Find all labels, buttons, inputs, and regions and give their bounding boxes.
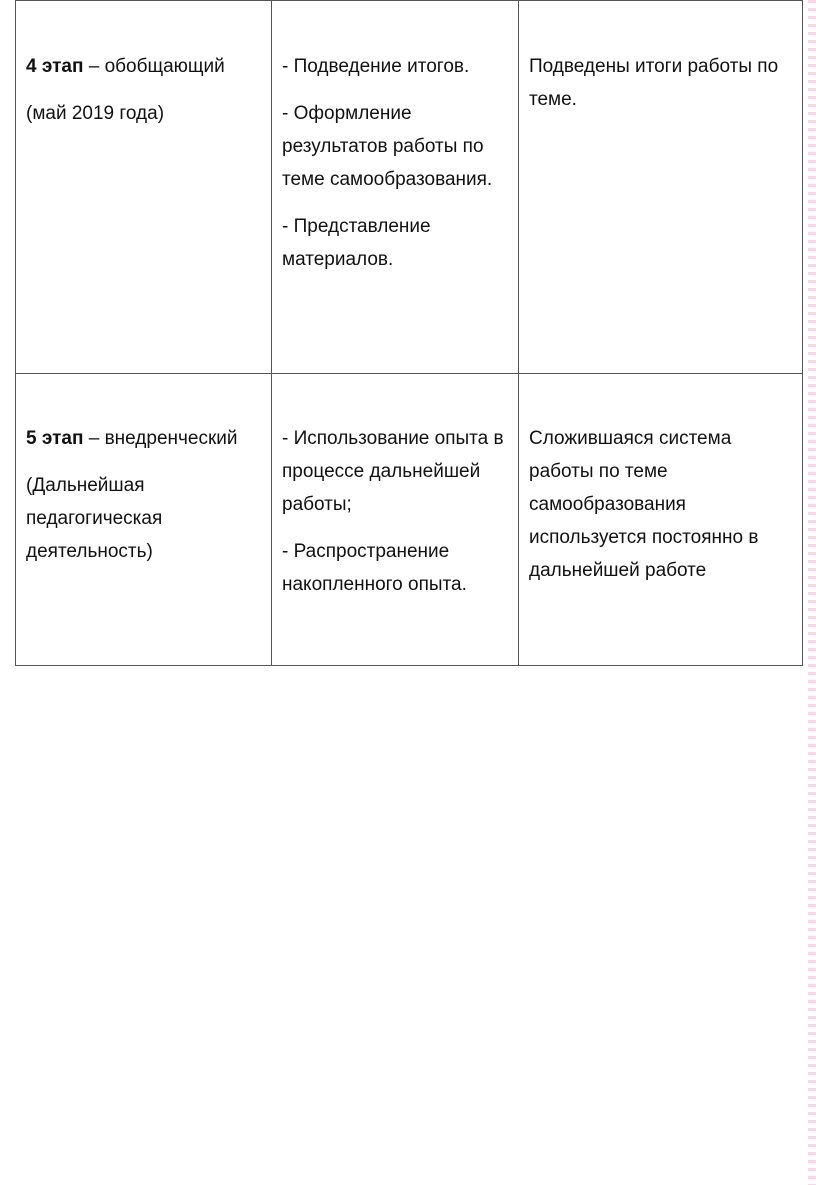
stage-note: (Дальнейшая педагогическая деятельность) bbox=[26, 475, 163, 562]
result-cell bbox=[519, 1, 803, 374]
result-cell bbox=[519, 374, 803, 666]
result-text: Сложившаяся система работы по теме самообразования используется постоянно в дальнейшей работе bbox=[529, 428, 759, 581]
table-row bbox=[16, 374, 803, 666]
actions-cell bbox=[272, 374, 519, 666]
page-edge-decoration bbox=[808, 0, 816, 1185]
table-row bbox=[16, 1, 803, 374]
action-item: - Представление материалов. bbox=[282, 216, 431, 270]
self-education-plan-table bbox=[15, 0, 803, 666]
stage-name: внедренческий bbox=[104, 428, 238, 449]
action-item: - Распространение накопленного опыта. bbox=[282, 541, 467, 595]
stage-cell bbox=[16, 1, 272, 374]
stage-number: 5 этап bbox=[26, 428, 84, 449]
action-item: - Использование опыта в процессе дальнейшей работы; bbox=[282, 428, 504, 515]
action-item: - Оформление результатов работы по теме самообразования. bbox=[282, 103, 493, 190]
stage-separator: – bbox=[83, 428, 105, 449]
result-text: Подведены итоги работы по теме. bbox=[529, 56, 779, 110]
stage-note: (май 2019 года) bbox=[26, 103, 165, 124]
stage-number: 4 этап bbox=[26, 56, 84, 77]
stage-title bbox=[26, 422, 261, 455]
stage-separator: – bbox=[83, 56, 105, 77]
stage-cell bbox=[16, 374, 272, 666]
actions-cell bbox=[272, 1, 519, 374]
stage-title bbox=[26, 50, 261, 83]
stage-name: обобщающий bbox=[104, 56, 225, 77]
action-item: - Подведение итогов. bbox=[282, 56, 470, 77]
